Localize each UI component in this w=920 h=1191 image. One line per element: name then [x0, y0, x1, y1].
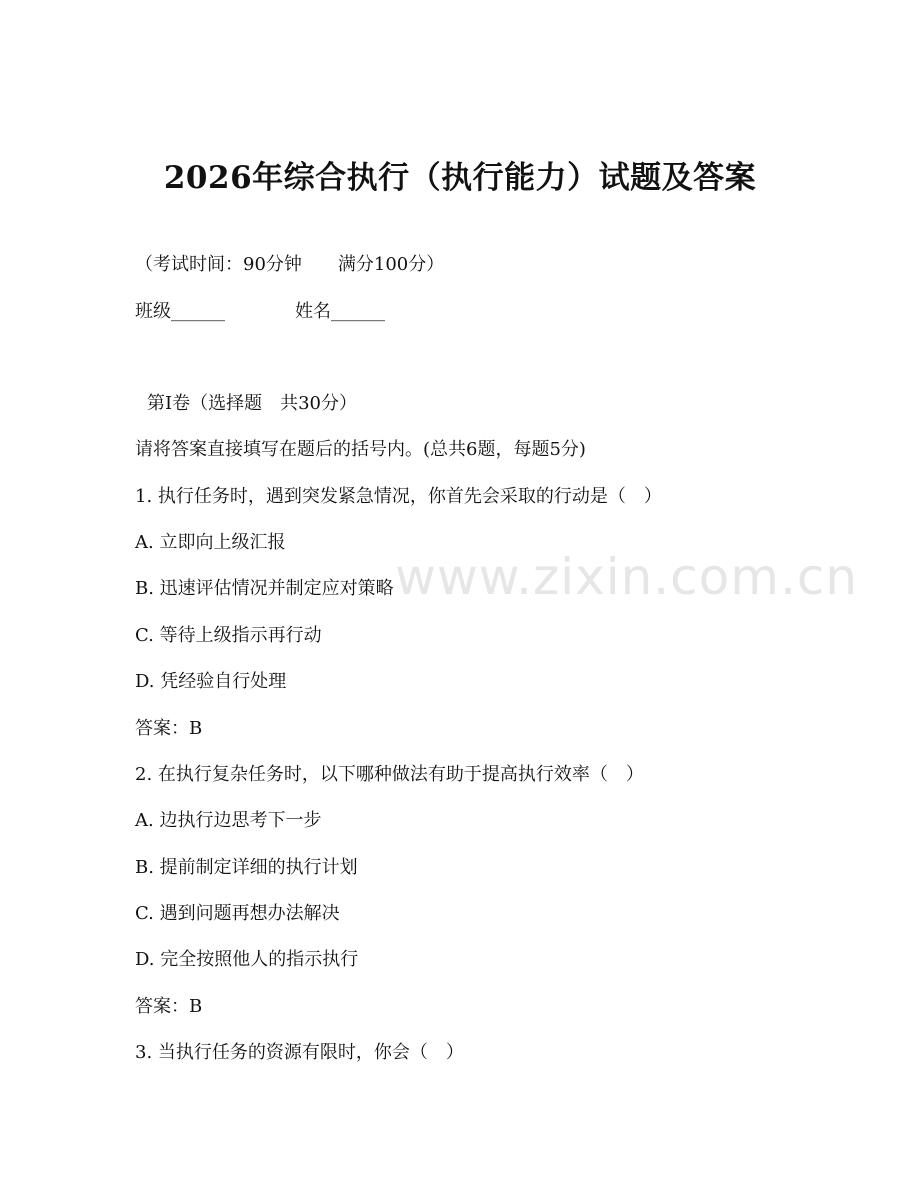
question-2-option-c: C. 遇到问题再想办法解决 [135, 903, 340, 924]
watermark: www.zixin.com.cn [395, 548, 859, 606]
question-1-option-d: D. 凭经验自行处理 [135, 671, 287, 692]
class-field-label: 班级______ [135, 301, 225, 322]
instructions: 请将答案直接填写在题后的括号内。(总共6题，每题5分) [135, 439, 586, 460]
question-2-option-a: A. 边执行边思考下一步 [135, 810, 322, 831]
question-1-option-b: B. 迅速评估情况并制定应对策略 [135, 578, 394, 599]
document-title: 2026年综合执行（执行能力）试题及答案 [163, 160, 757, 196]
question-3-stem: 3. 当执行任务的资源有限时，你会（ ） [135, 1042, 464, 1063]
question-1-option-c: C. 等待上级指示再行动 [135, 625, 322, 646]
question-1-answer: 答案：B [135, 718, 203, 739]
section-title: 第I卷（选择题 共30分） [147, 393, 358, 414]
question-2-option-d: D. 完全按照他人的指示执行 [135, 949, 359, 970]
question-1-stem: 1. 执行任务时，遇到突发紧急情况，你首先会采取的行动是（ ） [135, 486, 662, 507]
question-2-stem: 2. 在执行复杂任务时，以下哪种做法有助于提高执行效率（ ） [135, 764, 644, 785]
question-2-answer: 答案：B [135, 996, 203, 1017]
name-field-label: 姓名______ [295, 301, 385, 322]
question-1-option-a: A. 立即向上级汇报 [135, 532, 286, 553]
question-2-option-b: B. 提前制定详细的执行计划 [135, 857, 358, 878]
exam-info: （考试时间：90分钟 满分100分） [135, 254, 445, 275]
